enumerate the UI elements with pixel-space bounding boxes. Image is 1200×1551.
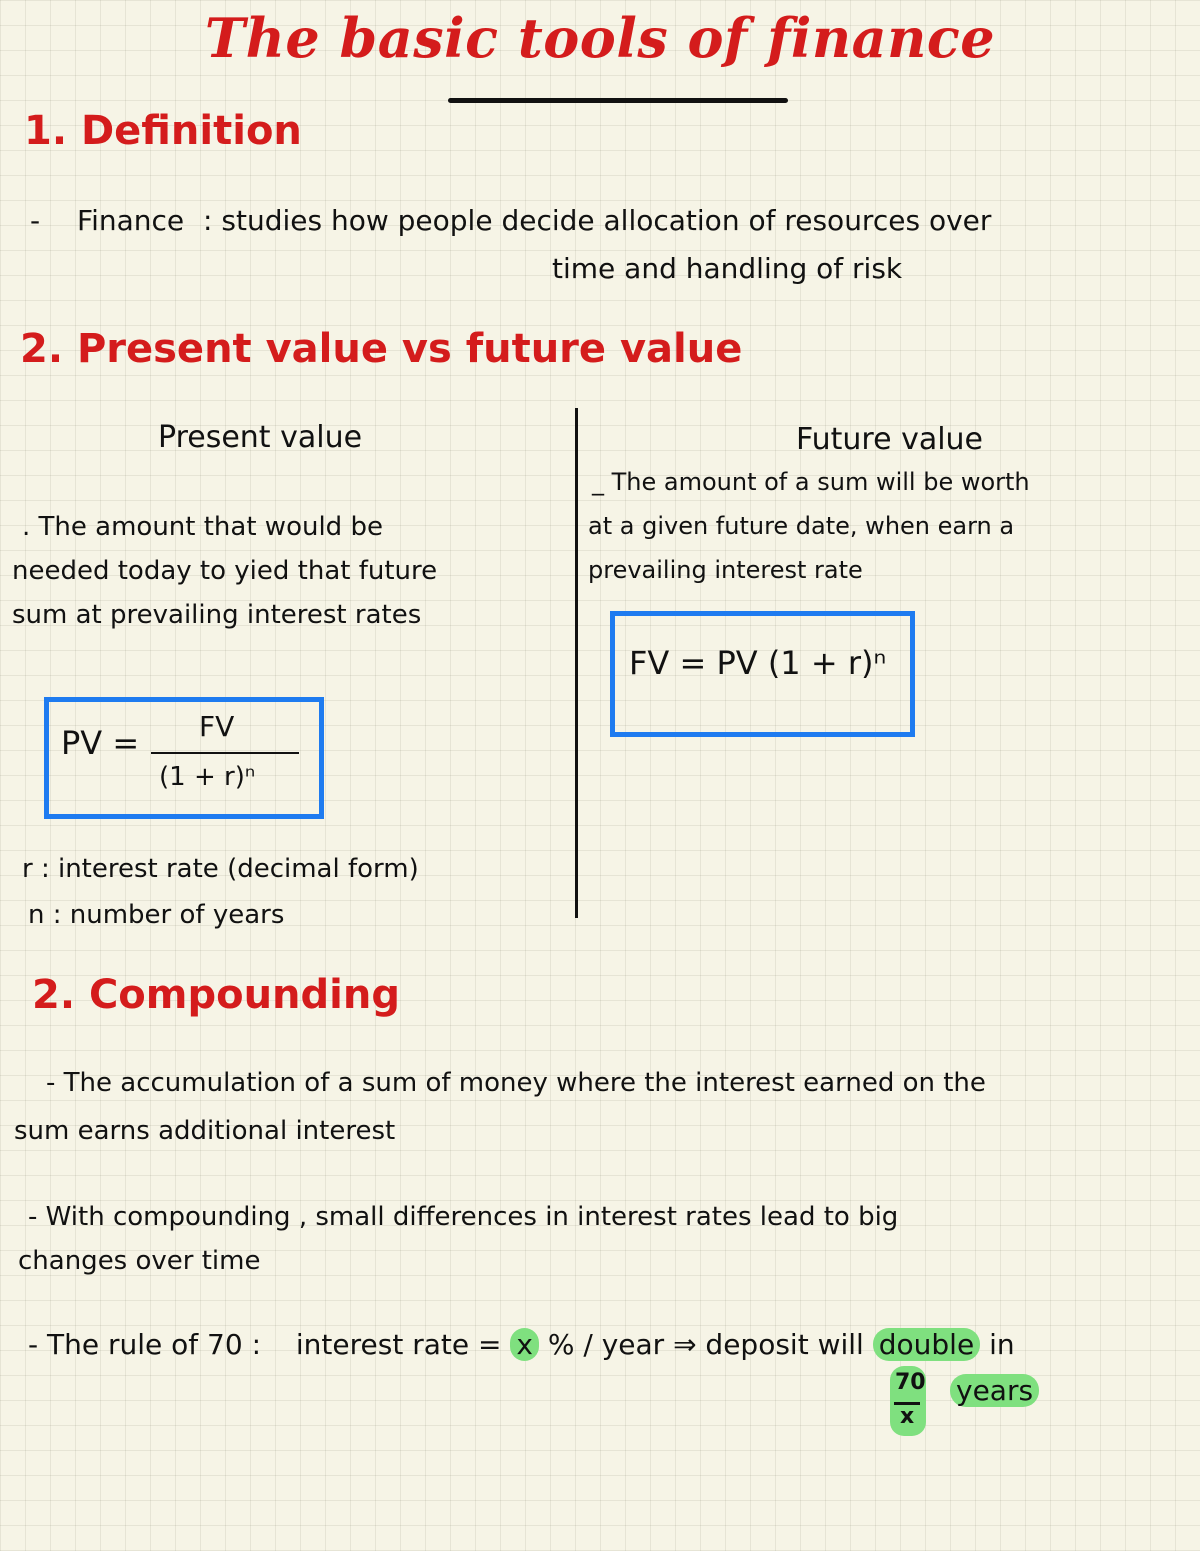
definition-line-2: time and handling of risk <box>552 252 903 285</box>
definition-text: : studies how people decide allocation of resources over <box>203 204 992 237</box>
rule-double-highlight: double <box>873 1328 980 1361</box>
future-value-desc-3: prevailing interest rate <box>588 556 863 584</box>
pv-formula-numerator: FV <box>199 710 235 743</box>
fv-formula: FV = PV (1 + r)ⁿ <box>629 644 887 682</box>
section-1-heading: 1. Definition <box>24 108 302 154</box>
title-underline <box>448 98 788 103</box>
rule-of-70-label: - The rule of 70 : <box>28 1328 261 1361</box>
section-3-heading: 2. Compounding <box>32 972 400 1018</box>
pv-formula-lhs: PV = <box>61 724 140 762</box>
rule-fraction <box>890 1366 926 1436</box>
compounding-bullet-1-line-1: - The accumulation of a sum of money where the interest earned on the <box>46 1068 986 1098</box>
pv-formula-denominator: (1 + r)ⁿ <box>159 762 256 792</box>
rule-years-highlight: years <box>950 1374 1039 1407</box>
present-value-desc-2: needed today to yied that future <box>12 556 438 586</box>
pv-fraction-line <box>151 752 299 754</box>
rule-fraction-denominator: x <box>900 1404 915 1429</box>
bullet: - <box>30 204 41 237</box>
column-divider <box>575 408 578 918</box>
present-value-desc-3: sum at prevailing interest rates <box>12 600 422 630</box>
rule-text-3: in <box>989 1328 1015 1361</box>
pv-formula-box <box>44 697 324 819</box>
present-value-title: Present value <box>158 420 363 455</box>
section-2-heading: 2. Present value vs future value <box>20 326 743 372</box>
compounding-bullet-2-line-1: - With compounding , small differences in interest rates lead to big <box>28 1202 899 1232</box>
variable-n: n : number of years <box>28 900 285 930</box>
rule-of-70-line <box>28 1328 1015 1361</box>
term-finance: Finance <box>77 204 185 237</box>
rule-text-1: interest rate = <box>295 1328 502 1361</box>
rule-fraction-numerator: 70 <box>895 1370 926 1395</box>
rule-x-highlight: x <box>510 1328 539 1361</box>
definition-line-1 <box>30 204 991 237</box>
compounding-bullet-2-line-2: changes over time <box>18 1246 261 1276</box>
fv-formula-box <box>610 611 915 737</box>
future-value-desc-2: at a given future date, when earn a <box>588 512 1015 540</box>
present-value-desc-1: . The amount that would be <box>22 512 383 542</box>
page-title: The basic tools of finance <box>204 6 996 70</box>
variable-r: r : interest rate (decimal form) <box>22 854 419 884</box>
future-value-title: Future value <box>796 422 984 457</box>
compounding-bullet-1-line-2: sum earns additional interest <box>14 1116 396 1146</box>
future-value-desc-1: _ The amount of a sum will be worth <box>592 468 1030 496</box>
rule-text-2: % / year ⇒ deposit will <box>547 1328 864 1361</box>
